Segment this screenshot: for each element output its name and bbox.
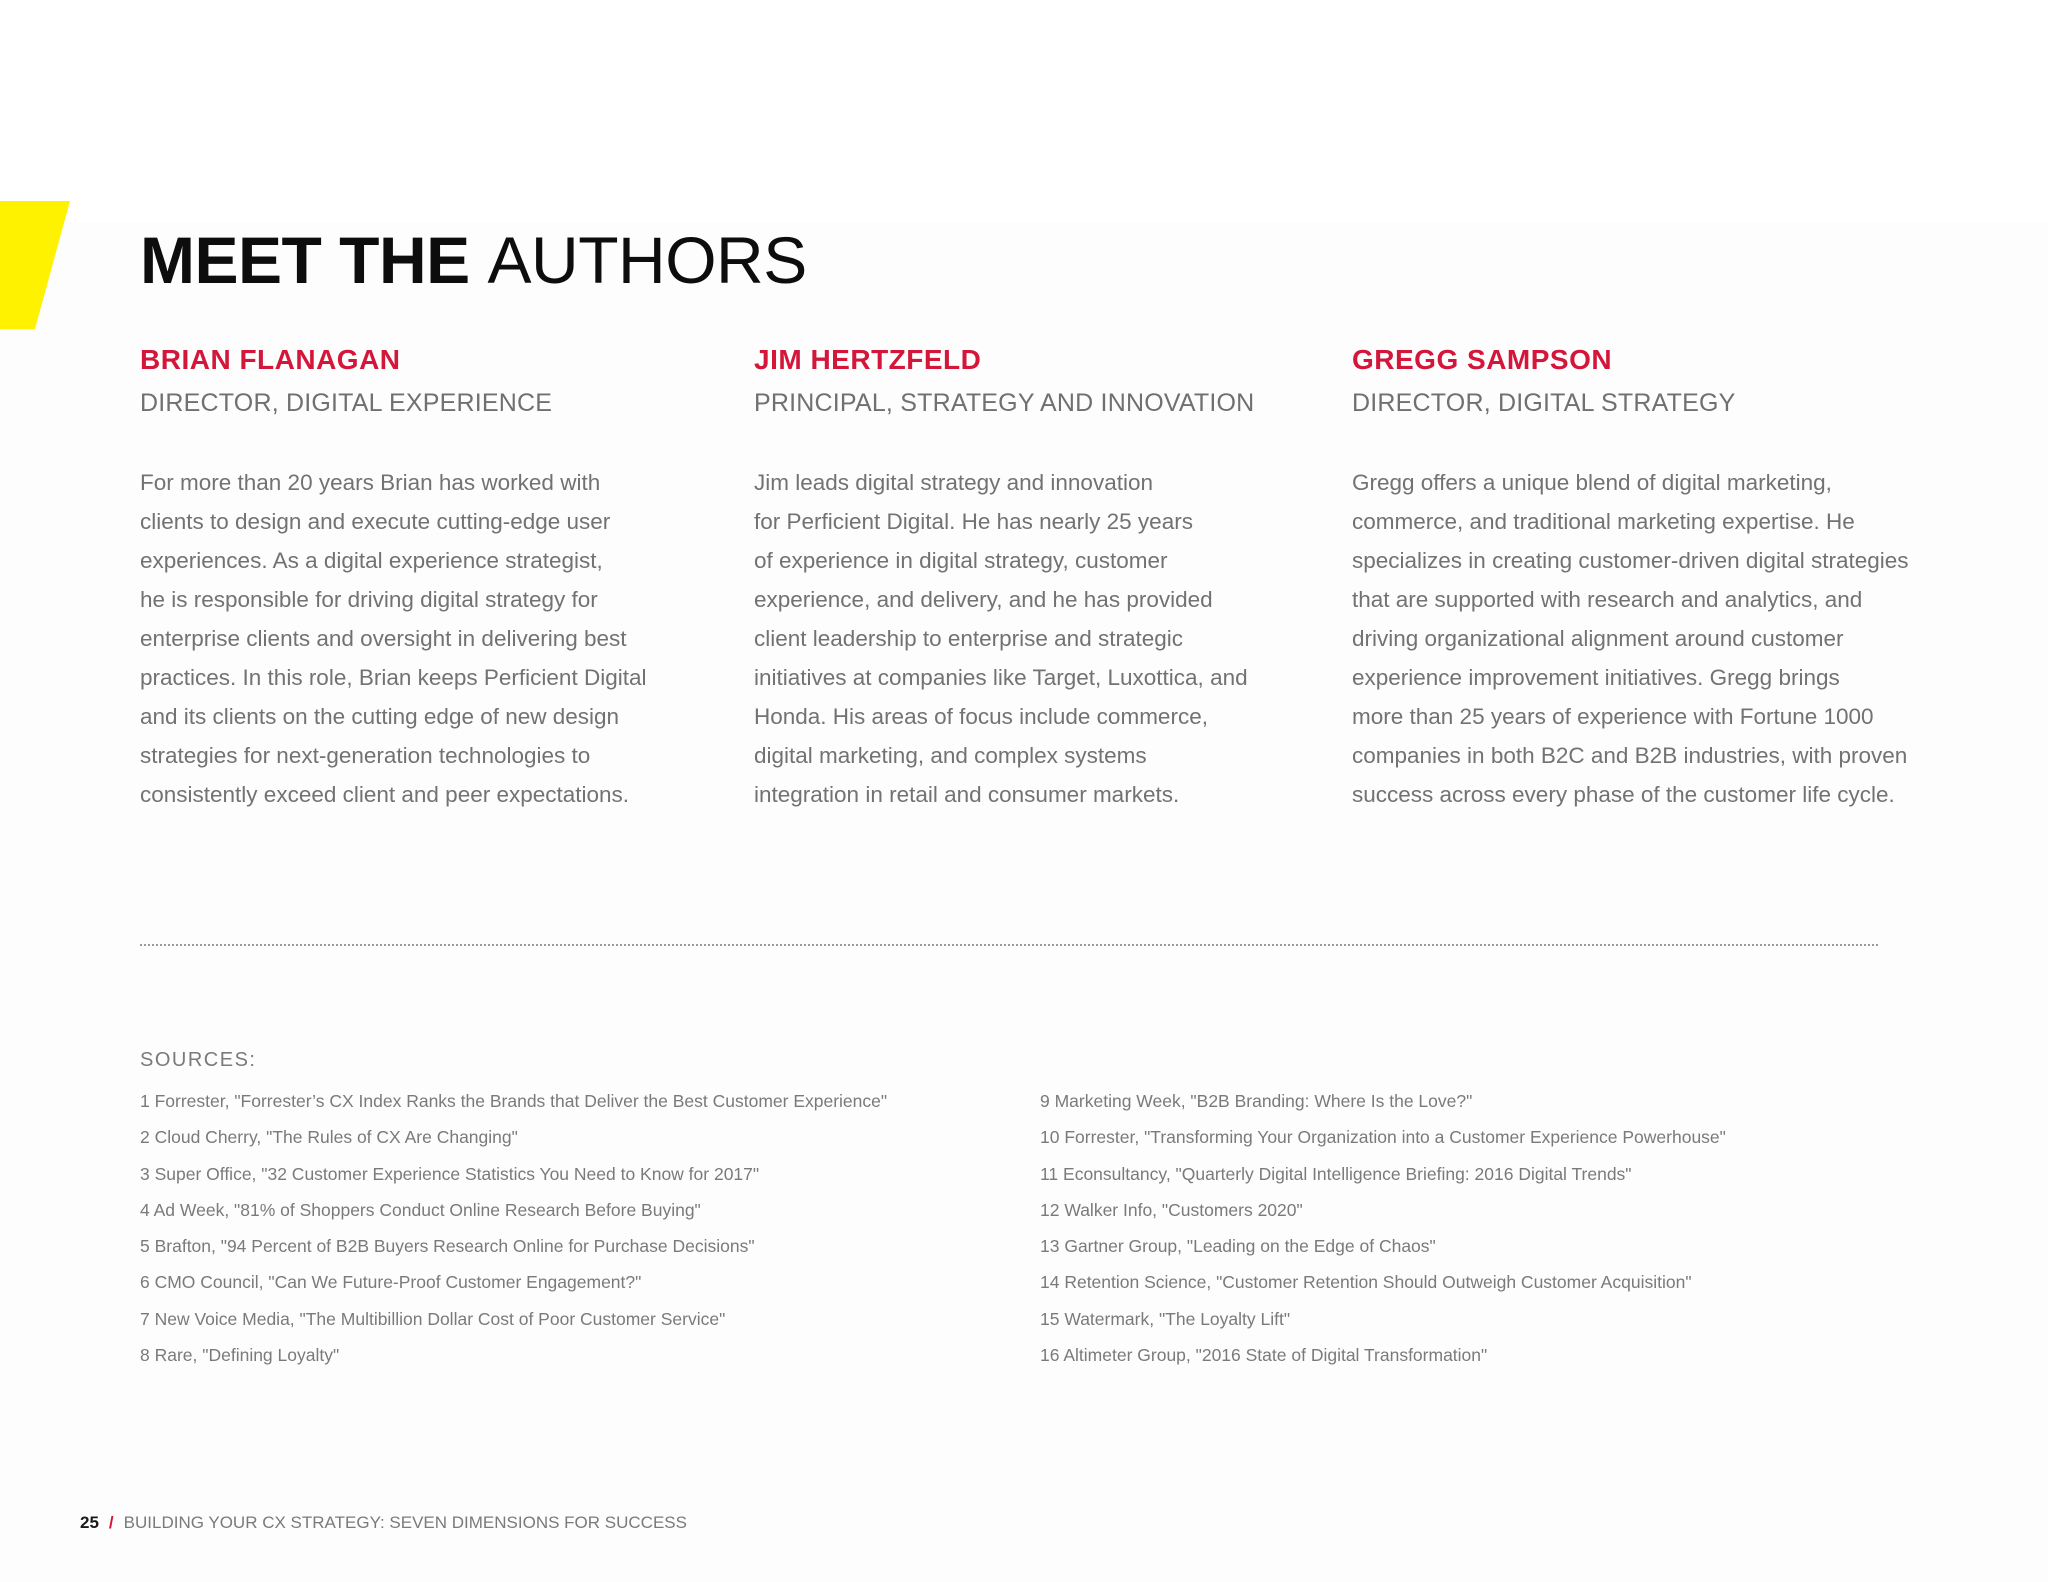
source-item: 7 New Voice Media, "The Multibillion Dollar Cost of Poor Customer Service": [140, 1308, 726, 1329]
author-bio: [140, 463, 700, 814]
bio-line: success across every phase of the customer life cycle.: [1352, 782, 1895, 807]
page-number: 25: [80, 1513, 99, 1532]
page-title-bold: MEET THE: [140, 223, 470, 297]
source-item: 13 Gartner Group, "Leading on the Edge of Chaos": [1040, 1236, 1436, 1257]
source-item: 3 Super Office, "32 Customer Experience Statistics You Need to Know for 2017": [140, 1163, 760, 1184]
source-item: 9 Marketing Week, "B2B Branding: Where Is the Love?": [1040, 1091, 1473, 1111]
bio-line: for Perficient Digital. He has nearly 25 years: [754, 509, 1193, 534]
bio-line: initiatives at companies like Target, Luxottica, and: [754, 665, 1248, 690]
bio-line: more than 25 years of experience with Fortune 1000: [1352, 704, 1874, 729]
source-item: 11 Econsultancy, "Quarterly Digital Intelligence Briefing: 2016 Digital Trends": [1040, 1163, 1632, 1184]
bio-line: For more than 20 years Brian has worked with: [140, 470, 601, 495]
author-profile: [1352, 340, 1972, 814]
source-item: 2 Cloud Cherry, "The Rules of CX Are Changing": [140, 1127, 518, 1148]
bio-line: commerce, and traditional marketing expertise. He: [1352, 509, 1855, 534]
bio-line: Gregg offers a unique blend of digital marketing,: [1352, 470, 1832, 495]
bio-line: he is responsible for driving digital strategy for: [140, 587, 598, 612]
bio-line: of experience in digital strategy, customer: [754, 548, 1168, 573]
page-footer: [80, 1512, 687, 1534]
sources-list-right: [1040, 1083, 1726, 1373]
bio-line: Jim leads digital strategy and innovation: [754, 470, 1153, 495]
source-item: 14 Retention Science, "Customer Retention Should Outweigh Customer Acquisition": [1040, 1272, 1692, 1293]
author-title: DIRECTOR, DIGITAL EXPERIENCE: [140, 389, 553, 417]
bio-line: digital marketing, and complex systems: [754, 743, 1147, 768]
author-bio: [1352, 463, 1972, 814]
source-item: 4 Ad Week, "81% of Shoppers Conduct Online Research Before Buying": [140, 1199, 701, 1220]
document-title: BUILDING YOUR CX STRATEGY: SEVEN DIMENSIONS FOR SUCCESS: [123, 1513, 687, 1532]
page-title-light: AUTHORS: [487, 223, 807, 297]
page-title: [140, 220, 807, 300]
author-name: GREGG SAMPSON: [1352, 344, 1613, 375]
author-profile: [754, 340, 1314, 814]
author-name: JIM HERTZFELD: [754, 344, 982, 375]
bio-line: enterprise clients and oversight in delivering best: [140, 626, 627, 651]
bio-line: and its clients on the cutting edge of new design: [140, 704, 620, 729]
bio-line: consistently exceed client and peer expectations.: [140, 782, 630, 807]
bio-line: integration in retail and consumer markets.: [754, 782, 1180, 807]
yellow-accent-bar: [0, 201, 70, 329]
source-item: 8 Rare, "Defining Loyalty": [140, 1345, 340, 1366]
bio-line: strategies for next-generation technologies to: [140, 743, 591, 768]
source-item: 6 CMO Council, "Can We Future-Proof Customer Engagement?": [140, 1272, 642, 1293]
bio-line: driving organizational alignment around customer: [1352, 626, 1844, 651]
source-item: 16 Altimeter Group, "2016 State of Digital Transformation": [1040, 1345, 1488, 1366]
sources-list-left: [140, 1083, 887, 1373]
sources-heading: SOURCES:: [140, 1049, 257, 1071]
author-profile: [140, 340, 700, 814]
bio-line: companies in both B2C and B2B industries, with proven: [1352, 743, 1908, 768]
bio-line: Honda. His areas of focus include commerce,: [754, 704, 1208, 729]
page-top-margin: [0, 0, 2048, 222]
author-title: PRINCIPAL, STRATEGY AND INNOVATION: [754, 389, 1255, 417]
source-item: 15 Watermark, "The Loyalty Lift": [1040, 1308, 1291, 1329]
source-item: 1 Forrester, "Forrester’s CX Index Ranks the Brands that Deliver the Best Customer Experience": [140, 1091, 888, 1111]
bio-line: experiences. As a digital experience strategist,: [140, 548, 603, 573]
bio-line: experience improvement initiatives. Gregg brings: [1352, 665, 1840, 690]
bio-line: practices. In this role, Brian keeps Perficient Digital: [140, 665, 647, 690]
footer-separator: /: [108, 1513, 114, 1532]
bio-line: specializes in creating customer-driven digital strategies: [1352, 548, 1909, 573]
source-item: 12 Walker Info, "Customers 2020": [1040, 1199, 1303, 1220]
author-title: DIRECTOR, DIGITAL STRATEGY: [1352, 389, 1736, 417]
bio-line: that are supported with research and analytics, and: [1352, 587, 1863, 612]
author-name: BRIAN FLANAGAN: [140, 344, 401, 375]
dotted-divider: [140, 944, 1878, 946]
author-bio: [754, 463, 1314, 814]
source-item: 10 Forrester, "Transforming Your Organization into a Customer Experience Powerhouse": [1040, 1127, 1726, 1148]
bio-line: clients to design and execute cutting-edge user: [140, 509, 611, 534]
source-item: 5 Brafton, "94 Percent of B2B Buyers Research Online for Purchase Decisions": [140, 1236, 755, 1257]
bio-line: client leadership to enterprise and strategic: [754, 626, 1183, 651]
bio-line: experience, and delivery, and he has provided: [754, 587, 1213, 612]
